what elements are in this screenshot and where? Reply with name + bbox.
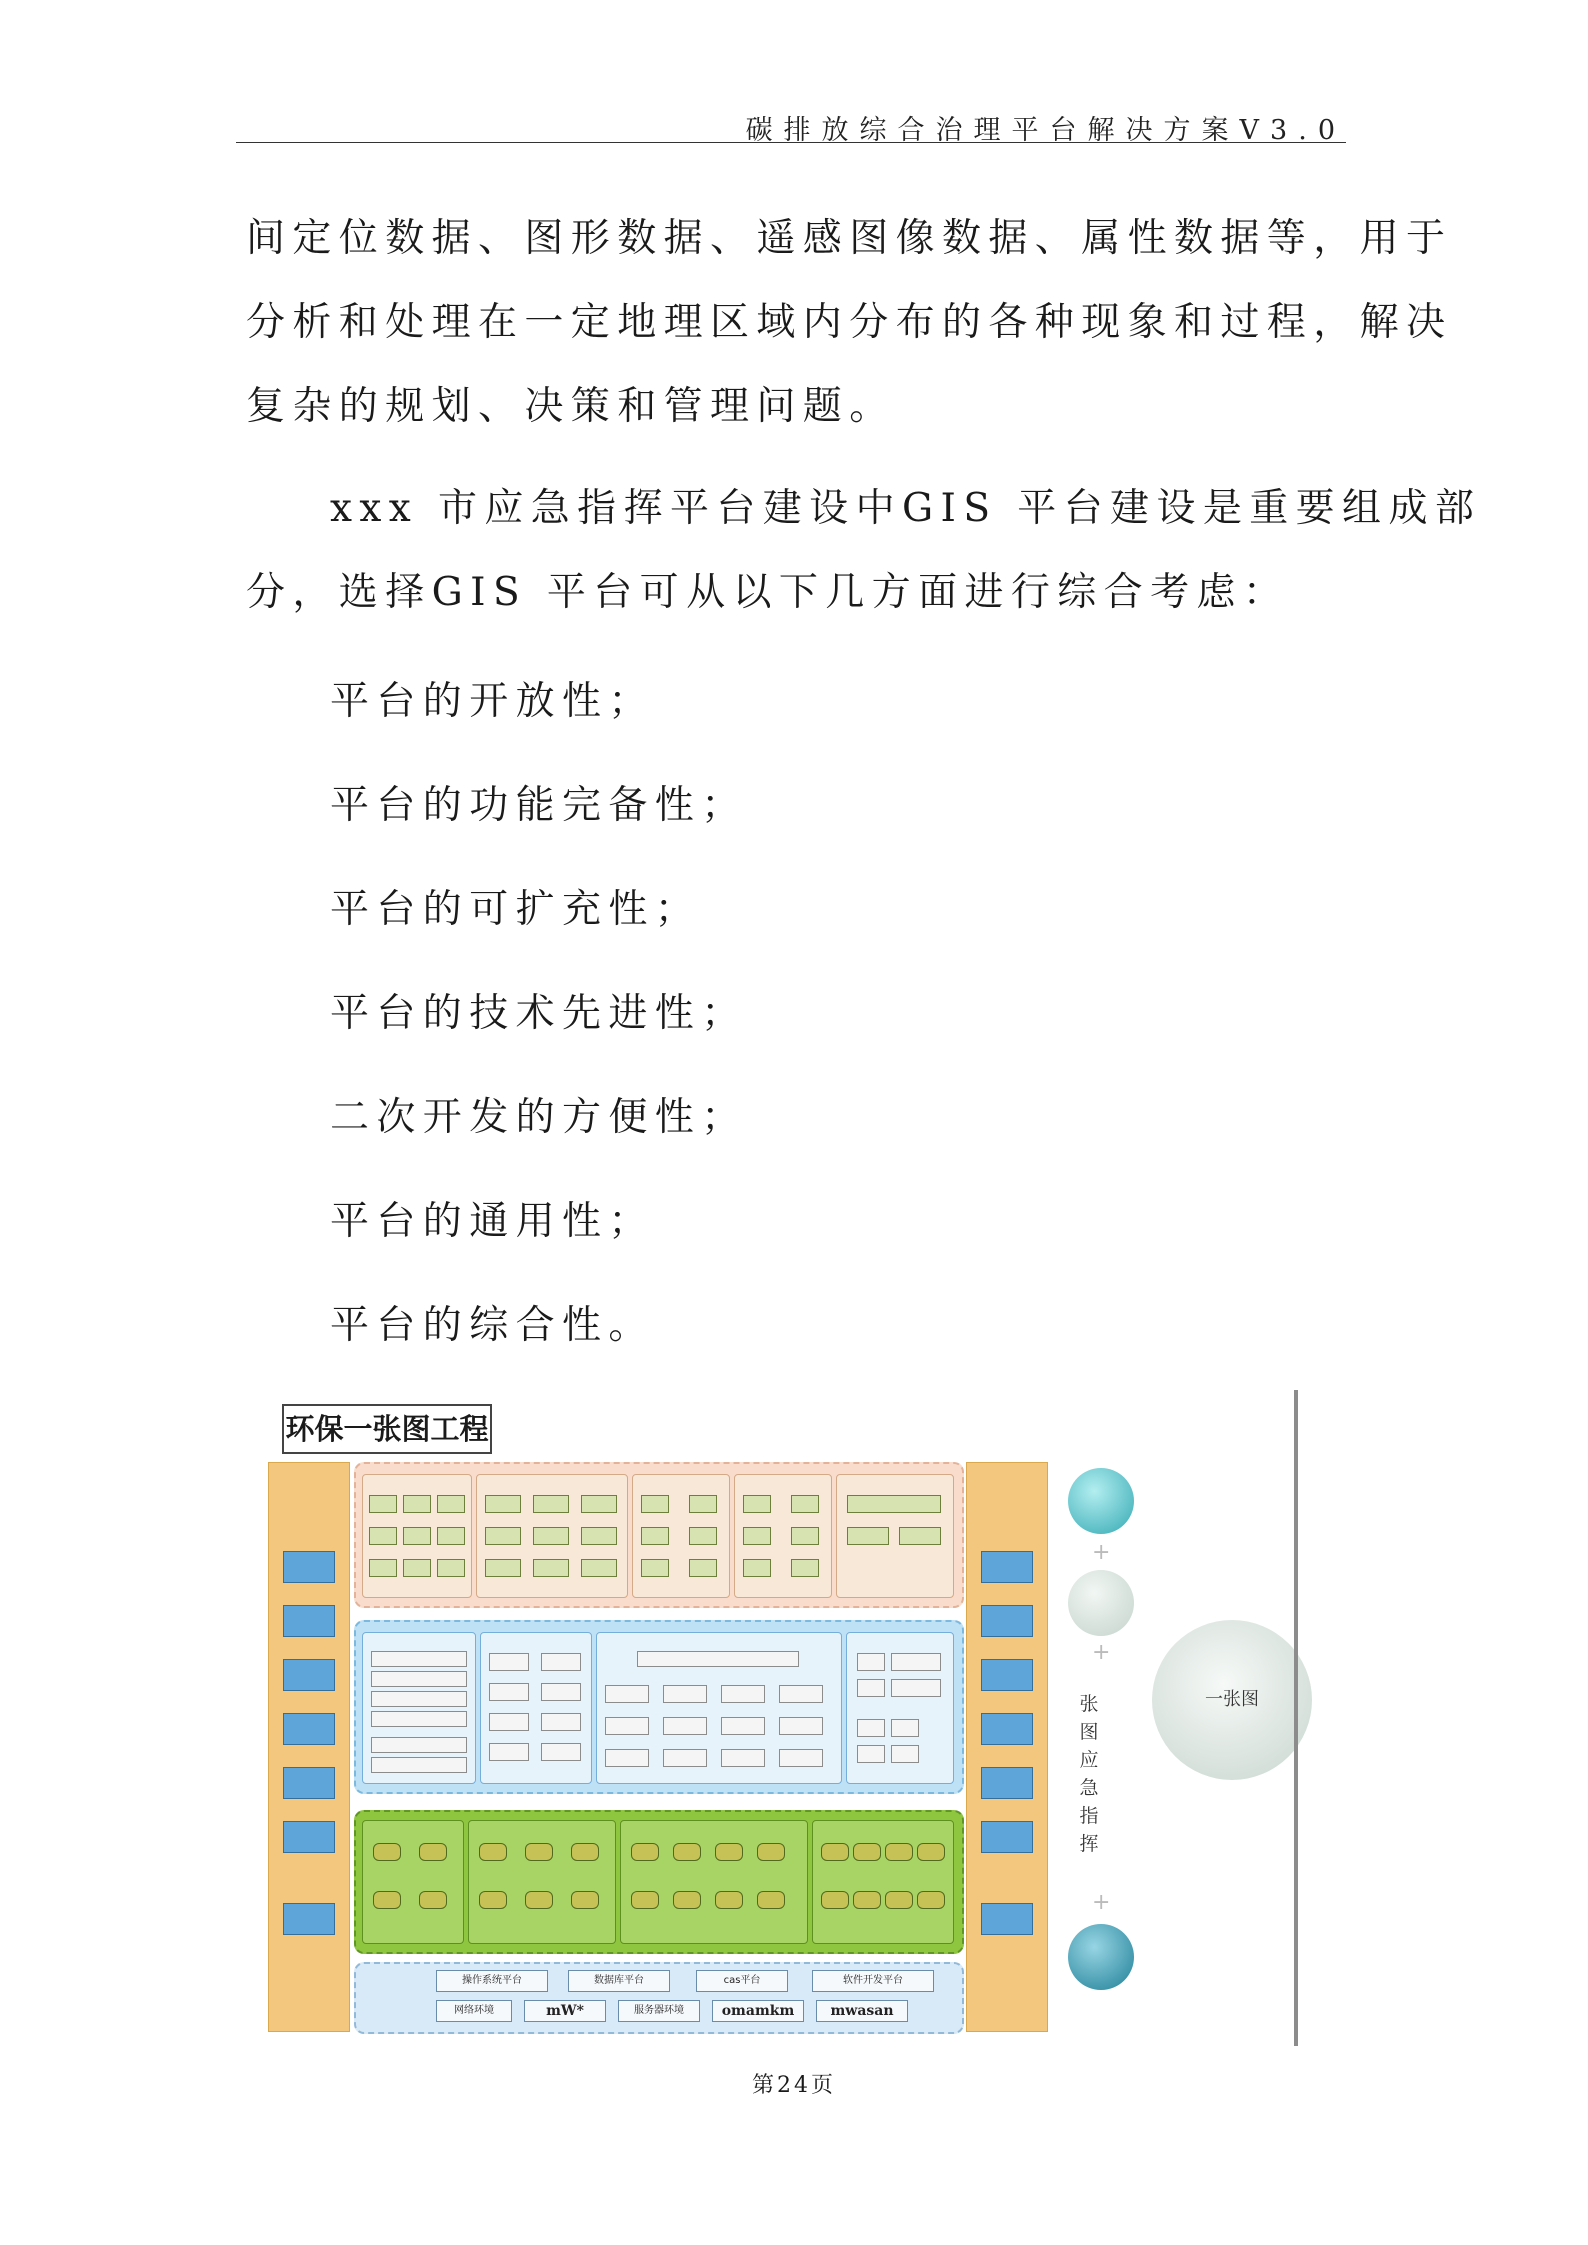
database-platform-box: 数据库平台 — [568, 1970, 670, 1992]
side-box — [981, 1767, 1033, 1799]
plus-icon: + — [1092, 1890, 1111, 1915]
side-box — [283, 1605, 335, 1637]
circle-node — [1068, 1570, 1134, 1636]
infrastructure-layer — [354, 1962, 964, 2034]
data-layer — [354, 1810, 964, 1954]
criteria-item-universality: 平台的通用性； — [330, 1199, 655, 1244]
service-group — [846, 1632, 954, 1784]
data-group — [362, 1820, 464, 1944]
data-group — [620, 1820, 808, 1944]
circle-node — [1068, 1924, 1134, 1990]
cas-platform-box: cas平台 — [696, 1970, 788, 1992]
criteria-item-openness: 平台的开放性； — [330, 679, 655, 724]
header-rule — [236, 142, 1346, 143]
side-box — [283, 1713, 335, 1745]
data-group — [812, 1820, 954, 1944]
text-line: 复杂的规划、决策和管理问题。 — [246, 384, 896, 429]
security-column — [966, 1462, 1048, 2032]
data-group — [468, 1820, 616, 1944]
service-group — [362, 1632, 476, 1784]
side-box — [283, 1821, 335, 1853]
caption-char: 急 — [1079, 1777, 1099, 1799]
app-group — [836, 1474, 954, 1598]
side-box — [283, 1767, 335, 1799]
vertical-caption — [1074, 1690, 1104, 1858]
infra-box: omamkm — [712, 2000, 804, 2022]
app-group — [632, 1474, 730, 1598]
infra-box: mW* — [524, 2000, 606, 2022]
network-env-box: 网络环境 — [436, 2000, 512, 2022]
figure-title: 环保一张图工程 — [282, 1404, 492, 1454]
side-box — [981, 1659, 1033, 1691]
side-box — [981, 1551, 1033, 1583]
paragraph-gis-intro — [246, 197, 1453, 449]
criteria-item-development: 二次开发的方便性； — [330, 1095, 748, 1140]
caption-char: 应 — [1079, 1749, 1099, 1771]
application-layer — [354, 1462, 964, 1608]
main-circle: 一张图 — [1152, 1620, 1312, 1780]
criteria-item-comprehensiveness: 平台的综合性。 — [330, 1303, 655, 1348]
app-group — [734, 1474, 832, 1598]
circle-node — [1068, 1468, 1134, 1534]
side-box — [981, 1605, 1033, 1637]
side-box — [283, 1659, 335, 1691]
criteria-item-extensibility: 平台的可扩充性； — [330, 887, 702, 932]
side-box — [981, 1713, 1033, 1745]
paragraph-gis-selection — [246, 467, 1482, 635]
architecture-figure — [268, 1390, 1308, 2050]
text-line: 分析和处理在一定地理区域内分布的各种现象和过程，解决 — [246, 300, 1453, 345]
plus-icon: + — [1092, 1640, 1111, 1665]
caption-char: 挥 — [1079, 1833, 1099, 1855]
plus-icon: + — [1092, 1540, 1111, 1565]
side-box — [981, 1903, 1033, 1935]
text-line: xxx 市应急指挥平台建设中GIS 平台建设是重要组成部 — [330, 486, 1482, 531]
figure-divider — [1294, 1390, 1298, 2046]
server-env-box: 服务器环境 — [618, 2000, 700, 2022]
side-box — [981, 1821, 1033, 1853]
caption-char: 指 — [1079, 1805, 1099, 1827]
caption-char: 图 — [1079, 1721, 1099, 1743]
dev-platform-box: 软件开发平台 — [812, 1970, 934, 1992]
text-line: 间定位数据、图形数据、遥感图像数据、属性数据等，用于 — [246, 216, 1453, 261]
service-layer — [354, 1620, 964, 1794]
criteria-item-technology: 平台的技术先进性； — [330, 991, 748, 1036]
service-group — [480, 1632, 592, 1784]
standards-column — [268, 1462, 350, 2032]
page-header: 碳排放综合治理平台解决方案V3.0 — [745, 115, 1346, 146]
app-group — [362, 1474, 472, 1598]
side-box — [283, 1551, 335, 1583]
text-line: 分，选择GIS 平台可从以下几方面进行综合考虑： — [246, 570, 1290, 615]
side-box — [283, 1903, 335, 1935]
service-group — [596, 1632, 842, 1784]
infra-box: mwasan — [816, 2000, 908, 2022]
page-number: 第24页 — [752, 2073, 836, 2098]
os-platform-box: 操作系统平台 — [436, 1970, 548, 1992]
caption-char: 张 — [1079, 1693, 1099, 1715]
criteria-item-functionality: 平台的功能完备性； — [330, 783, 748, 828]
app-group — [476, 1474, 628, 1598]
